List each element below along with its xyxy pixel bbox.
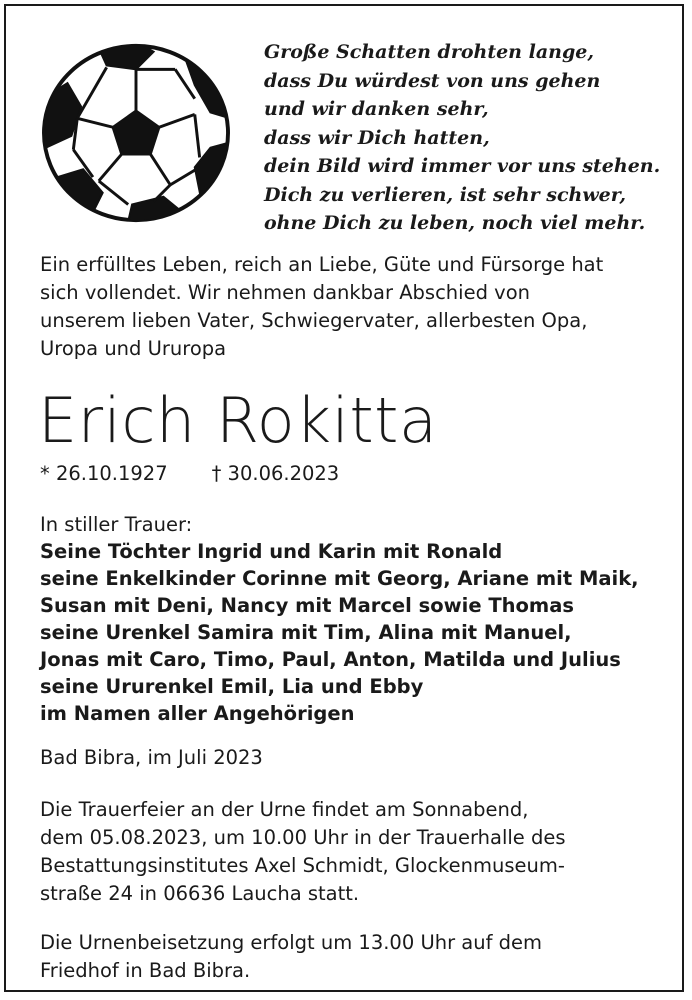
- intro-paragraph: [40, 251, 603, 363]
- birth-date: * 26.10.1927: [40, 462, 168, 485]
- mourner-line: seine Urenkel Samira mit Tim, Alina mit Manuel,: [40, 621, 572, 644]
- ceremony-line: Die Trauerfeier an der Urne findet am Sonnabend,: [40, 798, 529, 821]
- place-date: Bad Bibra, im Juli 2023: [40, 746, 263, 769]
- ceremony-line: dem 05.08.2023, um 10.00 Uhr in der Trauerhalle des: [40, 826, 566, 849]
- mourner-line: Seine Töchter Ingrid und Karin mit Ronald: [40, 540, 503, 563]
- mourner-line: im Namen aller Angehörigen: [40, 702, 355, 725]
- soccer-ball-icon: [38, 40, 234, 226]
- intro-line: Ein erfülltes Leben, reich an Liebe, Güte und Fürsorge hat: [40, 253, 604, 276]
- poem-line: dass Du würdest von uns gehen: [264, 69, 601, 92]
- mourner-line: seine Enkelkinder Corinne mit Georg, Ariane mit Maik,: [40, 567, 639, 590]
- poem-line: Große Schatten drohten lange,: [264, 41, 594, 63]
- poem-line: dein Bild wird immer vor uns stehen.: [264, 155, 661, 177]
- mourners-list: [40, 538, 639, 727]
- mourner-line: seine Ururenkel Emil, Lia und Ebby: [40, 675, 424, 698]
- burial-paragraph: [40, 929, 542, 985]
- deceased-name: Erich Rokitta: [38, 384, 438, 457]
- obituary-notice: [4, 4, 684, 992]
- memorial-poem: [264, 38, 674, 238]
- poem-line: ohne Dich zu leben, noch viel mehr.: [264, 212, 646, 234]
- ceremony-line: Bestattungsinstitutes Axel Schmidt, Glockenmuseum-: [40, 854, 565, 877]
- intro-line: sich vollendet. Wir nehmen dankbar Abschied von: [40, 281, 530, 304]
- ceremony-paragraph: [40, 796, 566, 908]
- mourner-line: Susan mit Deni, Nancy mit Marcel sowie Thomas: [40, 594, 575, 617]
- death-date: † 30.06.2023: [211, 462, 340, 485]
- burial-line: Friedhof in Bad Bibra.: [40, 959, 251, 982]
- life-dates: [40, 460, 339, 488]
- intro-line: unserem lieben Vater, Schwiegervater, allerbesten Opa,: [40, 309, 588, 332]
- ceremony-line: straße 24 in 06636 Laucha statt.: [40, 882, 360, 905]
- mourner-line: Jonas mit Caro, Timo, Paul, Anton, Matilda und Julius: [40, 648, 621, 671]
- burial-line: Die Urnenbeisetzung erfolgt um 13.00 Uhr auf dem: [40, 931, 543, 954]
- poem-line: und wir danken sehr,: [264, 98, 489, 120]
- poem-line: dass wir Dich hatten,: [264, 126, 490, 149]
- mourning-label: In stiller Trauer:: [40, 513, 193, 536]
- intro-line: Uropa und Ururopa: [40, 337, 227, 360]
- poem-line: Dich zu verlieren, ist sehr schwer,: [264, 183, 627, 206]
